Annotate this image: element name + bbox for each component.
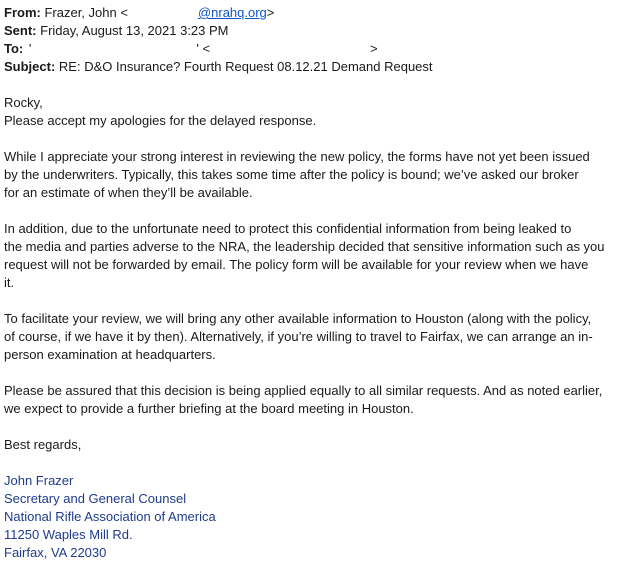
paragraph-3 xyxy=(4,220,628,292)
from-name: Frazer, John < xyxy=(44,5,128,20)
subject-line xyxy=(4,58,628,76)
sent-line xyxy=(4,22,628,40)
signature-street: 11250 Waples Mill Rd. xyxy=(4,527,133,542)
from-close: > xyxy=(266,5,275,20)
signature-org: National Rifle Association of America xyxy=(4,509,216,524)
sent-label: Sent: xyxy=(4,23,37,38)
to-value-b: ' < xyxy=(196,41,211,56)
from-line xyxy=(4,4,628,22)
paragraph-3-line: the media and parties adverse to the NRA, the leadership decided that sensitive information such as you xyxy=(4,239,605,254)
paragraph-2-line: by the underwriters. Typically, this takes some time after the policy is bound; we’ve asked our broker xyxy=(4,167,579,182)
paragraph-4-line: person examination at headquarters. xyxy=(4,347,216,362)
paragraph-3-line: request will not be forwarded by email. The policy form will be available for your review when we have xyxy=(4,257,589,272)
paragraph-2 xyxy=(4,148,628,202)
signature-city: Fairfax, VA 22030 xyxy=(4,545,107,560)
spacer xyxy=(4,292,628,310)
spacer xyxy=(4,130,628,148)
to-line xyxy=(4,40,628,58)
paragraph-4-line: of course, if we have it by then). Alternatively, if you’re willing to travel to Fairfax, we can arrange an in- xyxy=(4,329,593,344)
subject-value: RE: D&O Insurance? Fourth Request 08.12.21 Demand Request xyxy=(58,59,433,74)
signature-block xyxy=(4,472,628,562)
from-email-link[interactable]: @nrahq.org xyxy=(197,5,267,20)
paragraph-4 xyxy=(4,310,628,364)
sent-value: Friday, August 13, 2021 3:23 PM xyxy=(40,23,229,38)
greeting: Rocky, xyxy=(4,95,43,110)
paragraph-5-line: we expect to provide a further briefing at the board meeting in Houston. xyxy=(4,401,414,416)
subject-label: Subject: xyxy=(4,59,56,74)
from-label: From: xyxy=(4,5,41,20)
spacer xyxy=(4,364,628,382)
paragraph-1-line: Please accept my apologies for the delayed response. xyxy=(4,113,317,128)
signature-title: Secretary and General Counsel xyxy=(4,491,187,506)
spacer xyxy=(4,418,628,436)
spacer xyxy=(4,454,628,472)
to-label: To: xyxy=(4,41,24,56)
paragraph-3-line: In addition, due to the unfortunate need to protect this confidential information from being leaked to xyxy=(4,221,572,236)
spacer xyxy=(4,202,628,220)
paragraph-2-line: While I appreciate your strong interest in reviewing the new policy, the forms have not yet been issued xyxy=(4,149,590,164)
to-value-a: ' xyxy=(28,41,32,56)
to-value-c: > xyxy=(370,41,378,56)
paragraph-4-line: To facilitate your review, we will bring any other available information to Houston (along with the policy, xyxy=(4,311,592,326)
paragraph-3-line: it. xyxy=(4,275,15,290)
closing: Best regards, xyxy=(4,437,82,452)
paragraph-5 xyxy=(4,382,628,418)
spacer xyxy=(4,76,628,94)
signature-name: John Frazer xyxy=(4,473,74,488)
paragraph-5-line: Please be assured that this decision is being applied equally to all similar requests. And as noted earlier, xyxy=(4,383,603,398)
paragraph-2-line: for an estimate of when they’ll be available. xyxy=(4,185,253,200)
